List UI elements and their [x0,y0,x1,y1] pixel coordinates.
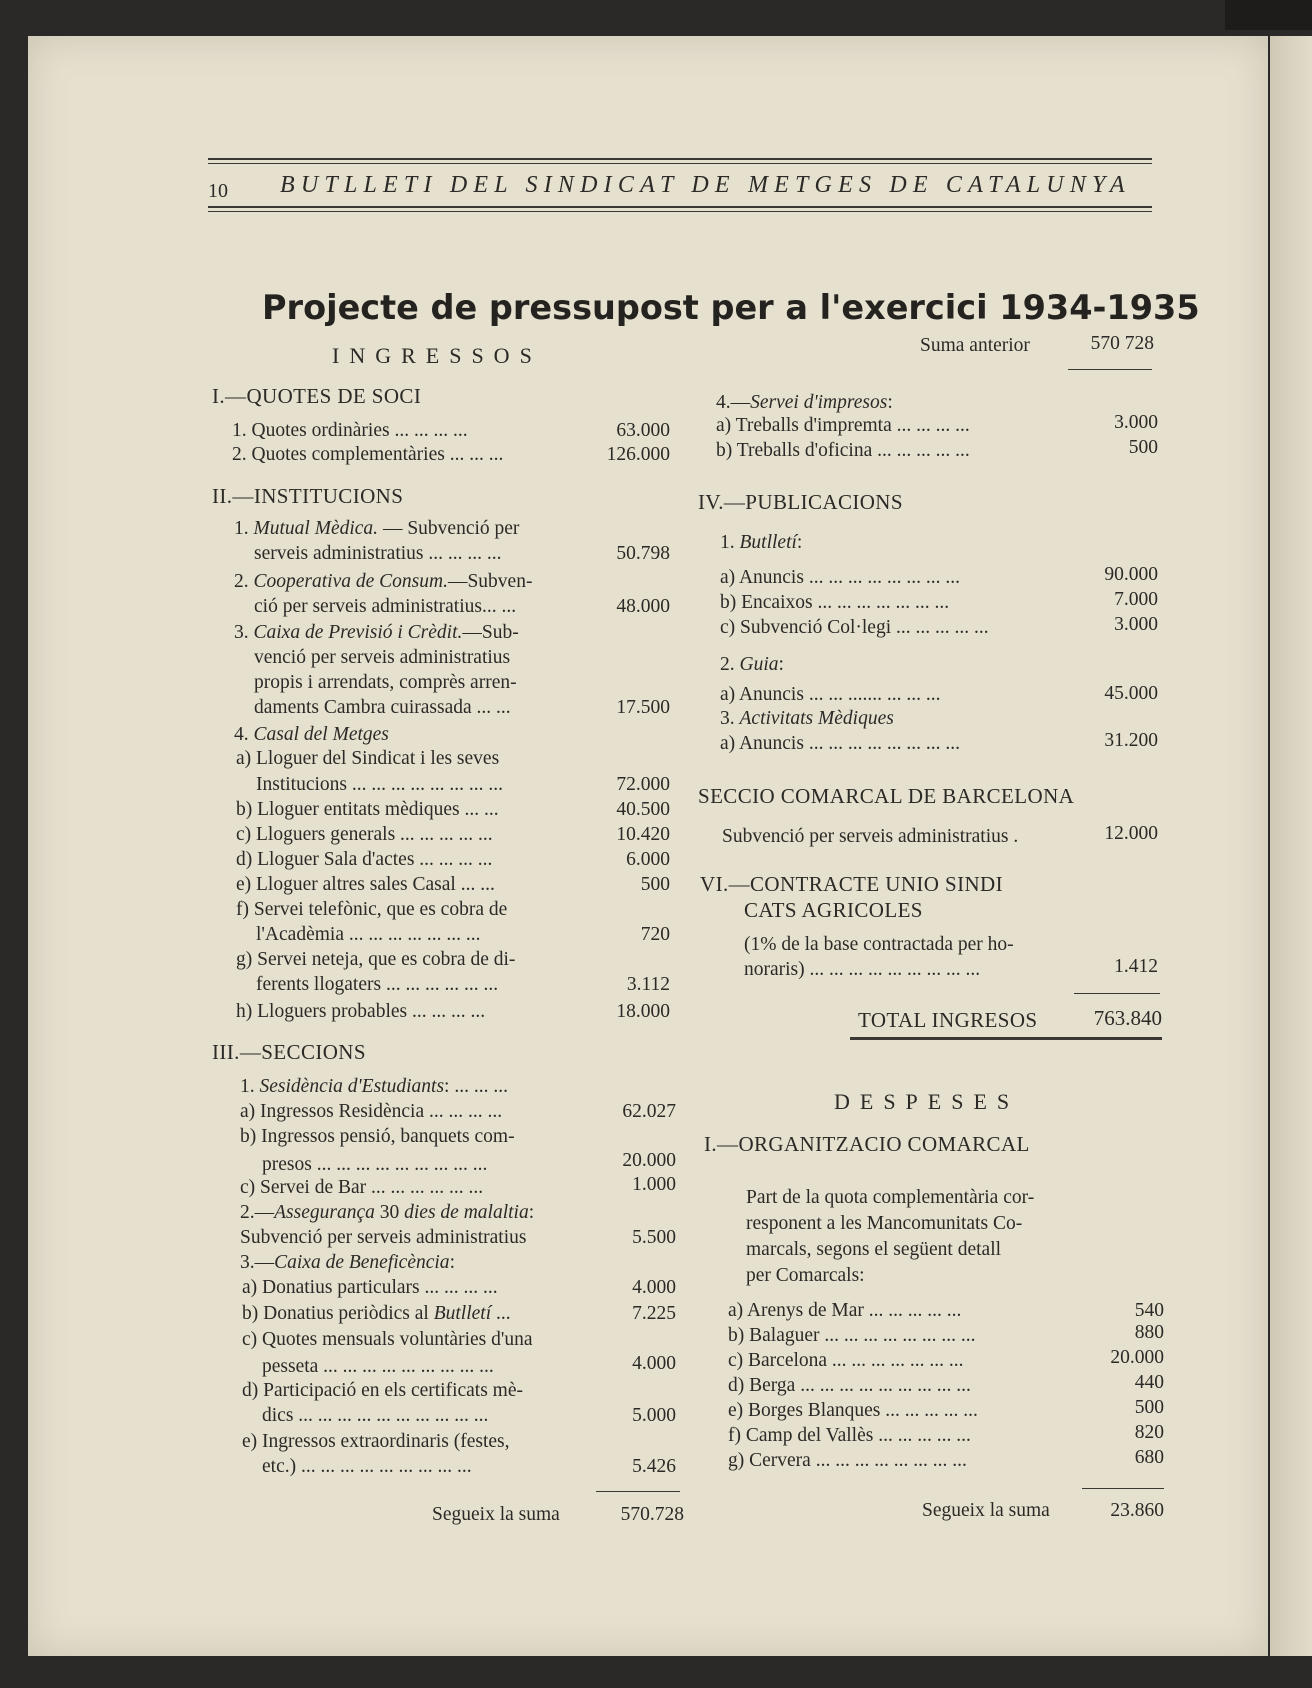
item-text: —Subven- [447,571,533,592]
line-label: g) Servei neteja, que es cobra de di- [236,949,516,970]
line-value: 500 [640,874,670,895]
line-value: 7.225 [632,1303,676,1324]
line-label: b) Lloguer entitats mèdiques ... ... [236,799,499,820]
page-number: 10 [208,180,228,202]
line-label: f) Camp del Vallès ... ... ... ... ... [728,1425,971,1446]
line-value: 3.112 [626,974,670,995]
line-value: 20.000 [622,1150,676,1171]
item-title: Activitats Mèdiques [739,708,894,729]
line-value: 540 [1134,1300,1164,1321]
section-quotes-de-soci: I.—QUOTES DE SOCI [212,384,422,408]
header-rule-bottom-thin [208,211,1152,212]
line-label: etc.) ... ... ... ... ... ... ... ... ... [262,1456,472,1477]
line-label: b) Treballs d'oficina ... ... ... ... ... [716,440,970,461]
section-publicacions: IV.—PUBLICACIONS [698,490,903,514]
line-label: f) Servei telefònic, que es cobra de [236,899,508,920]
subtotal-rule [1082,1488,1164,1489]
line-value: 18.000 [616,1001,670,1022]
line-label: a) Donatius particulars ... ... ... ... [242,1277,498,1298]
line-value: 17.500 [616,697,670,718]
line-label: Subvenció per serveis administratius [240,1227,527,1248]
item-number: 3. [234,622,249,643]
line-label: Subvenció per serveis administratius . [722,826,1019,847]
line-value: 3.000 [1114,412,1158,433]
line-value: 440 [1134,1372,1164,1393]
total-ingresos-label: TOTAL INGRESOS [858,1008,1038,1032]
item-title: Caixa de Previsió i Crèdit. [253,622,463,643]
item-guia [720,654,784,676]
scan-background [1225,0,1312,30]
line-label: propis i arrendats, comprès arren- [254,672,517,693]
paragraph-line: per Comarcals: [746,1265,865,1286]
line-text: ... [491,1303,511,1324]
line-value: 72.000 [616,774,670,795]
item-text: : [778,654,784,675]
line-value: 63.000 [616,420,670,441]
item-text: : ... ... ... [444,1076,508,1097]
line-label: 1. Quotes ordinàries ... ... ... ... [232,420,468,441]
carry-forward-value: 570.728 [620,1504,684,1525]
previous-sum-label: Suma anterior [920,335,1030,356]
line-label: b) Ingressos pensió, banquets com- [240,1126,515,1147]
carry-forward-label: Segueix la suma [922,1500,1050,1521]
line-label: c) Subvenció Col·legi ... ... ... ... ... [720,617,989,638]
item-caixa-beneficencia [240,1252,455,1274]
item-servei-impresos [716,392,893,414]
line-value: 5.426 [632,1456,676,1477]
item-activitats [720,708,894,730]
line-value: 45.000 [1104,683,1158,704]
total-underline [850,1037,1162,1040]
item-residencia [240,1076,508,1098]
item-title: Butlletí [739,532,797,553]
line-label: e) Ingressos extraordinaris (festes, [242,1431,510,1452]
item-butlleti [720,532,802,554]
item-number: 1. [234,518,249,539]
carry-forward-label: Segueix la suma [432,1504,560,1525]
paragraph-line: responent a les Mancomunitats Co- [746,1213,1023,1234]
line-value: 500 [1134,1397,1164,1418]
section-contracte-title-cont: CATS AGRICOLES [744,898,923,922]
line-label: b) Encaixos ... ... ... ... ... ... ... [720,592,950,613]
item-number: 4.— [716,392,751,413]
line-value: 880 [1134,1322,1164,1343]
item-text: 30 [374,1202,405,1223]
item-mutual-medica [234,518,519,540]
line-label: presos ... ... ... ... ... ... ... ... ... [262,1154,488,1175]
item-title: Sesidència d'Estudiants [259,1076,445,1097]
line-label: b) Balaguer ... ... ... ... ... ... ... ... [728,1325,976,1346]
item-title: Servei d'impresos [750,392,888,413]
line-label: a) Treballs d'impremta ... ... ... ... [716,415,970,436]
running-title: BUTLLETI DEL SINDICAT DE METGES DE CATALUNYA [280,172,1131,198]
line-label: (1% de la base contractada per ho- [744,934,1014,955]
line-label: c) Quotes mensuals voluntàries d'una [242,1329,533,1350]
line-label: c) Servei de Bar ... ... ... ... ... ... [240,1177,484,1198]
line-value: 1.000 [632,1174,676,1195]
item-cooperativa [234,571,532,593]
line-value: 31.200 [1104,730,1158,751]
document-title: Projecte de pressupost per a l'exercici 1934-1935 [262,288,1200,327]
line-value: 62.027 [622,1101,676,1122]
line-value: 4.000 [632,1353,676,1374]
line-label: a) Anuncis ... ... ... ... ... ... ... ... [720,567,960,588]
item-title: Guia [739,654,779,675]
line-value: 3.000 [1114,614,1158,635]
line-value: 10.420 [616,824,670,845]
next-page-edge [1270,36,1312,1656]
section-comarcal-barcelona: SECCIO COMARCAL DE BARCELONA [698,784,1075,808]
despeses-heading: DESPESES [834,1089,1020,1114]
item-number: 2.— [240,1202,275,1223]
line-label: a) Ingressos Residència ... ... ... ... [240,1101,503,1122]
line-value: 5.000 [632,1405,676,1426]
line-label: c) Barcelona ... ... ... ... ... ... ... [728,1350,964,1371]
line-value: 500 [1128,437,1158,458]
paragraph-line: Part de la quota complementària cor- [746,1187,1035,1208]
total-rule [1074,993,1160,994]
item-title: Cooperativa de Consum. [253,571,448,592]
item-number: 4. [234,724,249,745]
line-label: 2. Quotes complementàries ... ... ... [232,444,504,465]
line-value: 820 [1134,1422,1164,1443]
line-value: 6.000 [626,849,670,870]
line-value: 720 [640,924,670,945]
line-label: serveis administratius ... ... ... ... [254,543,502,564]
line-value: 126.000 [606,444,670,465]
carry-forward-value: 23.860 [1110,1500,1164,1521]
line-text: b) Donatius periòdics al [242,1303,434,1324]
line-label: ció per serveis administratius... ... [254,596,517,617]
line-label: a) Lloguer del Sindicat i les seves [236,748,500,769]
line-value: 4.000 [632,1277,676,1298]
section-contracte-title: VI.—CONTRACTE UNIO SINDI [700,872,1003,896]
item-assegurança [240,1202,534,1224]
line-value: 48.000 [616,596,670,617]
line-label: Institucions ... ... ... ... ... ... ... ... [256,774,503,795]
line-label: pesseta ... ... ... ... ... ... ... ... ... [262,1356,494,1377]
item-title: Casal del Metges [253,724,389,745]
line-value: 20.000 [1110,1347,1164,1368]
line-value: 5.500 [632,1227,676,1248]
item-title: Assegurança [274,1202,375,1223]
item-number: 1. [240,1076,255,1097]
item-text: : [528,1202,535,1223]
line-label: d) Berga ... ... ... ... ... ... ... ... ... [728,1375,971,1396]
header-rule-top-thin [208,163,1152,164]
line-value: 90.000 [1104,564,1158,585]
item-number: 2. [720,654,735,675]
line-label: h) Lloguers probables ... ... ... ... [236,1001,486,1022]
line-value: 40.500 [616,799,670,820]
paragraph-line: marcals, segons el següent detall [746,1239,1002,1260]
item-text: : [887,392,893,413]
line-label: a) Arenys de Mar ... ... ... ... ... [728,1300,962,1321]
section-institucions: II.—INSTITUCIONS [212,484,404,508]
item-text: : [449,1252,455,1273]
total-ingresos-value: 763.840 [1093,1006,1162,1030]
line-value: 7.000 [1114,589,1158,610]
previous-sum-value: 570 728 [1090,333,1154,354]
line-label: venció per serveis administratius [254,647,511,668]
item-number: 1. [720,532,735,553]
item-number: 3.— [240,1252,275,1273]
line-label: e) Lloguer altres sales Casal ... ... [236,874,495,895]
line-butlleti [242,1303,511,1325]
line-label: noraris) ... ... ... ... ... ... ... ... ... [744,959,981,980]
line-text-italic: Butlletí [433,1303,492,1324]
subtotal-rule [596,1491,680,1492]
item-number: 2. [234,571,249,592]
item-caixa-previsio [234,622,519,644]
header-rule-bottom [208,206,1152,208]
item-text: —Sub- [462,622,519,643]
line-value: 12.000 [1104,823,1158,844]
item-title: Caixa de Beneficència [274,1252,450,1273]
line-label: dics ... ... ... ... ... ... ... ... ... ... [262,1405,489,1426]
line-label: d) Participació en els certificats mè- [242,1380,523,1401]
line-value: 50.798 [616,543,670,564]
section-seccions: III.—SECCIONS [212,1040,366,1064]
line-label: a) Anuncis ... ... ....... ... ... ... [720,684,941,705]
item-text: — Subvenció per [378,518,520,539]
line-label: ferents llogaters ... ... ... ... ... ... [256,974,499,995]
ingressos-heading: INGRESSOS [332,343,542,368]
line-label: g) Cervera ... ... ... ... ... ... ... ... [728,1450,967,1471]
line-value: 1.412 [1114,956,1158,977]
line-label: e) Borges Blanques ... ... ... ... ... [728,1400,978,1421]
item-number: 3. [720,708,735,729]
line-label: l'Acadèmia ... ... ... ... ... ... ... [256,924,481,945]
line-label: a) Anuncis ... ... ... ... ... ... ... ... [720,733,960,754]
item-title: dies de malaltia [404,1202,529,1223]
item-text: : [796,532,803,553]
header-rule-top [208,158,1152,160]
item-casal [234,724,389,746]
line-label: daments Cambra cuirassada ... ... [254,697,511,718]
section-organitzacio-comarcal: I.—ORGANITZACIO COMARCAL [704,1132,1030,1156]
item-title: Mutual Mèdica. [253,518,379,539]
line-label: d) Lloguer Sala d'actes ... ... ... ... [236,849,493,870]
line-label: c) Lloguers generals ... ... ... ... ... [236,824,493,845]
previous-sum-rule [1068,369,1152,370]
line-value: 680 [1134,1447,1164,1468]
